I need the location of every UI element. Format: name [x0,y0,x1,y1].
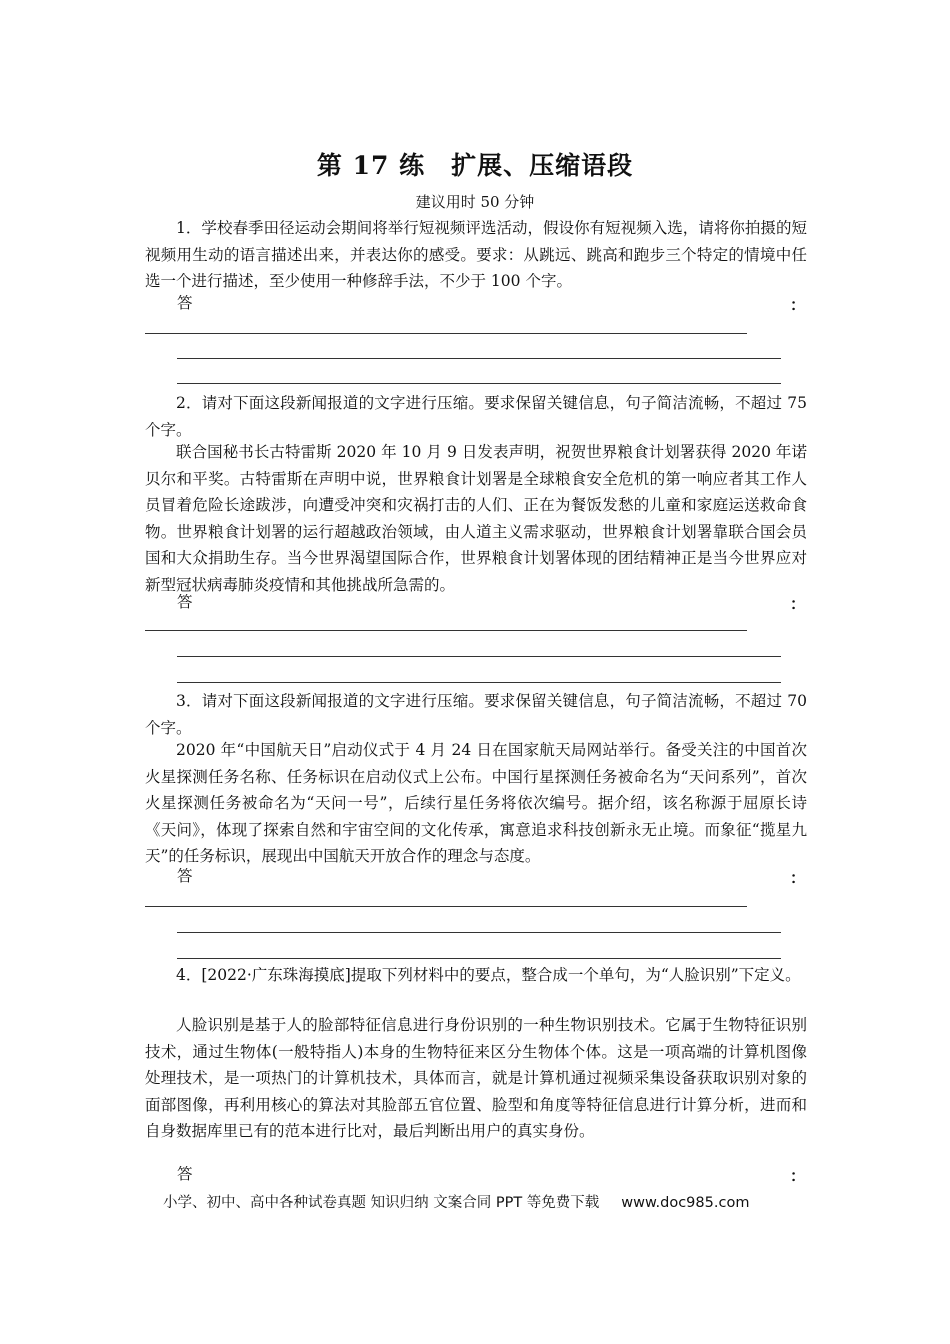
answer-line[interactable] [145,906,747,907]
answer-line[interactable] [145,333,747,334]
page-title: 第 17 练 扩展、压缩语段 [316,151,634,180]
question-3-material: 2020 年“中国航天日”启动仪式于 4 月 24 日在国家航天局网站举行。备受关注的中国首次火星探测任务名称、任务标识在启动仪式上公布。中国行星探测任务被命名为“天问系列”，首次火星探测任务被命名为“天问一号”，后续行星任务将依次编号。据介绍，该名称源于屈原长诗《天问》，体现了探索自然和宇宙空间的文化传承，寓意追求科技创新永无止境。而象征“揽星九天”的任务标识，展现出中国航天开放合作的理念与态度。 [145,741,807,865]
question-2-answer-colon: ： [790,594,806,613]
question-4-answer-label: 答 [177,1165,193,1183]
question-2-answer-label: 答 [177,593,193,611]
question-4-material: 人脸识别是基于人的脸部特征信息进行身份识别的一种生物识别技术。它属于生物特征识别技术，通过生物体(一般特指人)本身的生物特征来区分生物体个体。这是一项高端的计算机图像处理技术，是一项热门的计算机技术，具体而言，就是计算机通过视频采集设备获取识别对象的面部图像，再利用核心的算法对其脸部五官位置、脸型和角度等特征信息进行计算分析，进而和自身数据库里已有的范本进行比对，最后判断出用户的真实身份。 [145,1016,807,1140]
question-1-prompt: 1．学校春季田径运动会期间将举行短视频评选活动，假设你有短视频入选，请将你拍摄的短视频用生动的语言描述出来，并表达你的感受。要求：从跳远、跳高和跑步三个特定的情境中任选一个进行描述，至少使用一种修辞手法，不少于 100 个字。 [145,219,807,290]
question-3-answer-colon: ： [790,868,806,887]
answer-line[interactable] [177,383,781,384]
question-3-prompt: 3．请对下面这段新闻报道的文字进行压缩。要求保留关键信息，句子简洁流畅，不超过 70 个字。 [145,692,807,737]
page-footer [163,1191,749,1212]
answer-line[interactable] [177,958,781,959]
question-1-answer-colon: ： [790,295,806,314]
answer-line[interactable] [177,358,781,359]
answer-line[interactable] [145,630,747,631]
answer-line[interactable] [177,682,781,683]
question-2-prompt: 2．请对下面这段新闻报道的文字进行压缩。要求保留关键信息，句子简洁流畅，不超过 75 个字。 [145,394,807,439]
suggested-time: 建议用时 50 分钟 [415,193,535,211]
question-4-answer-colon: ： [790,1166,806,1185]
question-1-answer-label: 答 [177,294,193,312]
question-2-material: 联合国秘书长古特雷斯 2020 年 10 月 9 日发表声明，祝贺世界粮食计划署获得 2020 年诺贝尔和平奖。古特雷斯在声明中说，世界粮食计划署是全球粮食安全危机的第一响应者其工作人员冒着危险长途跋涉，向遭受冲突和灾祸打击的人们、正在为餐饭发愁的儿童和家庭运送救命食物。世界粮食计划署的运行超越政治领域，由人道主义需求驱动，世界粮食计划署靠联合国会员国和大众捐助生存。当今世界渴望国际合作，世界粮食计划署体现的团结精神正是当今世界应对新型冠状病毒肺炎疫情和其他挑战所急需的。 [145,443,807,594]
question-3-answer-label: 答 [177,867,193,885]
question-4-prompt: 4．[2022·广东珠海摸底]提取下列材料中的要点，整合成一个单句，为“人脸识别”下定义。 [176,966,801,984]
answer-line[interactable] [177,656,781,657]
footer-site-link[interactable]: www.doc985.com [621,1195,750,1211]
footer-text: 小学、初中、高中各种试卷真题 知识归纳 文案合同 PPT 等免费下载 [163,1195,600,1211]
answer-line[interactable] [177,932,781,933]
